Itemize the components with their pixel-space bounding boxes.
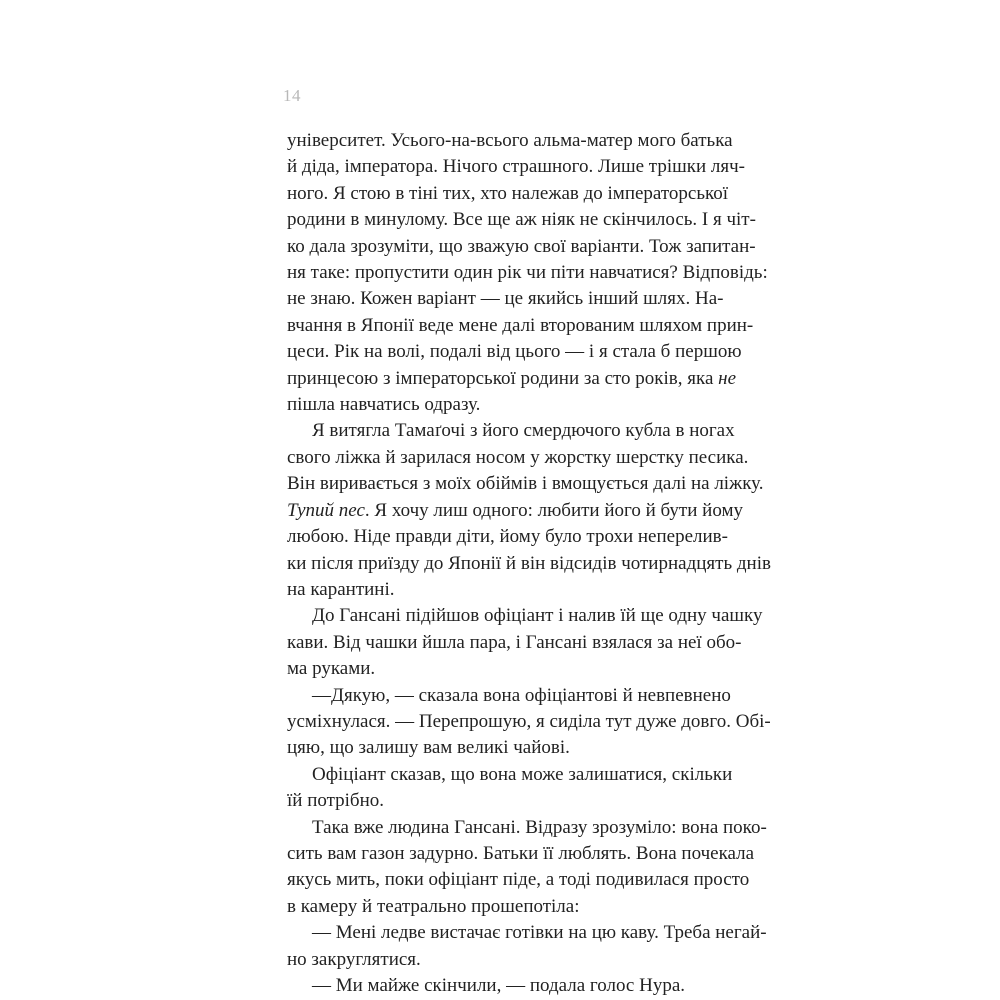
text-line [287, 920, 767, 946]
text-line [287, 841, 755, 867]
line-text: Така вже людина Гансані. Відразу зрозуміло: вона поко- [312, 816, 767, 838]
text-line [287, 313, 754, 339]
text-line [287, 551, 771, 577]
text-line [287, 154, 746, 180]
line-text: не знаю. Кожен варіант — це якийсь інший шлях. На- [287, 288, 724, 310]
line-text: сить вам газон задурно. Батьки її люблять. Вона почекала [287, 842, 755, 864]
line-text: — Ми майже скінчили, — подала голос Нура. [312, 975, 686, 996]
line-text: . Я хочу лиш одного: любити його й бути йому [364, 499, 743, 521]
text-line [287, 603, 763, 629]
text-line [287, 656, 715, 682]
text-line [287, 762, 733, 788]
line-text: родини в минулому. Все ще аж ніяк не скінчилось. І я чіт- [287, 209, 756, 231]
line-text: університет. Усього-на-всього альма-матер мого батька [287, 130, 733, 151]
line-text: но закруглятися. [287, 948, 421, 970]
line-text: кави. Від чашки йшла пара, і Гансані взялася за неї обо- [287, 631, 742, 653]
text-line [287, 207, 756, 233]
text-line [287, 735, 715, 761]
text-line [287, 867, 750, 893]
text-line [287, 815, 767, 841]
text-line [287, 498, 743, 524]
line-text: Я витягла Тамаґочі з його смердючого кубла в ногах [312, 420, 735, 442]
line-text: вчання в Японії веде мене далі второваним шляхом прин- [287, 314, 754, 336]
line-text: цеси. Рік на волі, подалі від цього — і я стала б першою [287, 341, 742, 363]
text-line [287, 630, 742, 656]
line-text: ки після приїзду до Японії й він відсидів чотирнадцять днів [287, 552, 771, 574]
text-line [287, 894, 715, 920]
line-text: — Мені ледве вистачає готівки на цю каву. Треба негай- [312, 922, 767, 944]
line-text: До Гансані підійшов офіціант і налив їй ще одну чашку [312, 605, 763, 627]
line-text: пішла навчатись одразу. [287, 394, 481, 416]
line-text: ного. Я стою в тіні тих, хто належав до імператорської [287, 182, 729, 204]
text-line [287, 286, 724, 312]
text-line [287, 947, 715, 973]
line-text: на карантині. [287, 578, 395, 600]
text-line [287, 471, 764, 497]
line-text: ма руками. [287, 658, 376, 680]
text-line [287, 418, 735, 444]
italic-word: не [718, 367, 737, 389]
line-text: якусь мить, поки офіціант піде, а тоді подивилася просто [287, 869, 750, 891]
line-text: в камеру й театрально прошепотіла: [287, 895, 580, 917]
text-line [287, 788, 715, 814]
line-text: усміхнулася. — Перепрошую, я сиділа тут дуже довго. Обі- [287, 710, 771, 732]
text-line [287, 128, 733, 154]
text-line [287, 445, 749, 471]
text-line [287, 973, 715, 999]
italic-phrase: Тупий пес [287, 499, 365, 521]
line-text: Він виривається з моїх обіймів і вмощується далі на ліжку. [287, 473, 764, 495]
text-line [287, 234, 756, 260]
text-line [287, 709, 771, 735]
line-text: цяю, що залишу вам великі чайові. [287, 737, 570, 759]
text-line [287, 260, 768, 286]
line-text: Офіціант сказав, що вона може залишатися, скільки [312, 763, 733, 785]
line-text: й діда, імператора. Нічого страшного. Лише трішки ляч- [287, 156, 746, 178]
text-line [287, 339, 742, 365]
line-text: ко дала зрозуміти, що зважую свої варіанти. Тож запитан- [287, 235, 756, 257]
line-text: їй потрібно. [287, 790, 385, 812]
text-line [287, 683, 731, 709]
text-line [287, 181, 729, 207]
page-number: 14 [283, 86, 301, 105]
line-text: принцесою з імператорської родини за сто років, яка [287, 367, 719, 389]
text-line [287, 577, 715, 603]
line-text: ня таке: пропустити один рік чи піти навчатися? Відповідь: [287, 262, 768, 284]
text-line [287, 524, 728, 550]
line-text: свого ліжка й зарилася носом у жорстку шерстку песика. [287, 446, 749, 468]
text-line [287, 366, 737, 392]
line-text: любою. Ніде правди діти, йому було трохи неперелив- [287, 526, 728, 548]
line-text: —Дякую, — сказала вона офіціантові й невпевнено [312, 684, 731, 706]
text-line [287, 392, 715, 418]
body-text [287, 128, 771, 999]
